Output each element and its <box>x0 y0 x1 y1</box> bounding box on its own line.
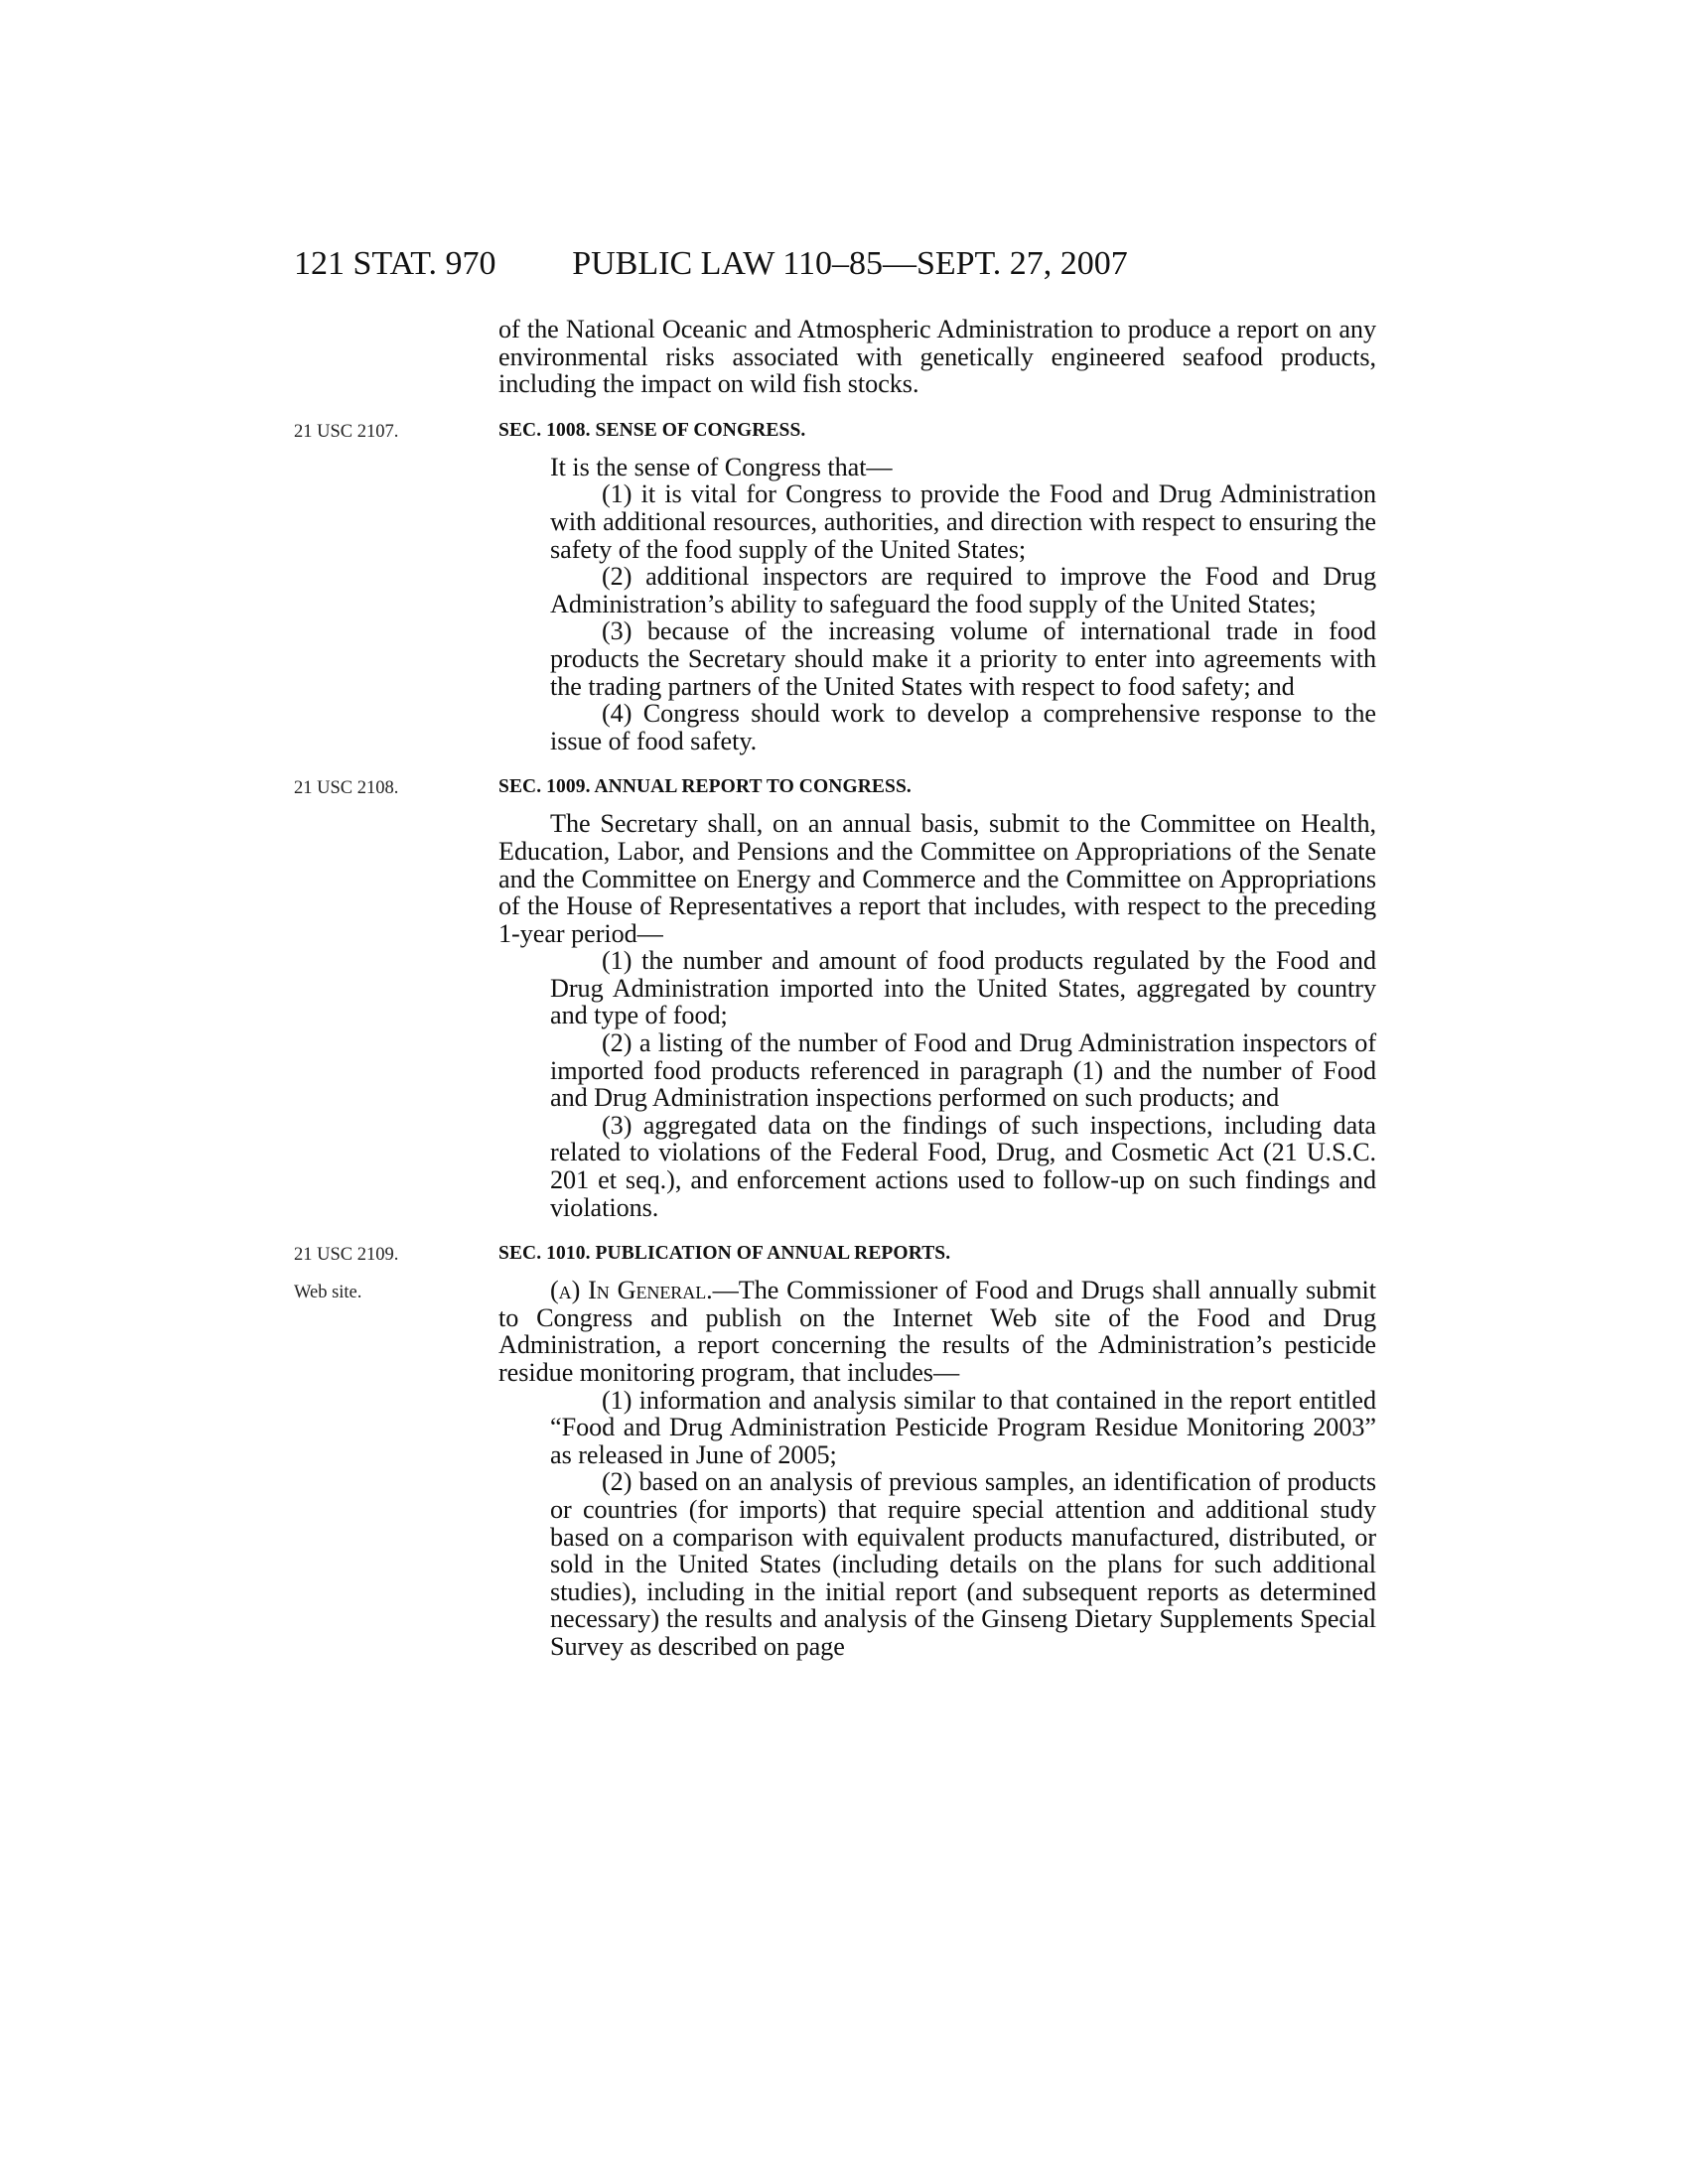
section-1010 <box>294 1241 1376 1660</box>
section-heading-1009: SEC. 1009. ANNUAL REPORT TO CONGRESS. <box>498 776 912 798</box>
subsection-label: (a) In General. <box>550 1276 713 1305</box>
margin-citation-1010: 21 USC 2109. <box>294 1245 399 1266</box>
margin-citation-1008: 21 USC 2107. <box>294 421 399 442</box>
law-title: PUBLIC LAW 110–85—SEPT. 27, 2007 <box>572 245 1128 282</box>
subsection-a <box>498 1277 1376 1386</box>
section-lead-1008: It is the sense of Congress that— <box>550 452 893 481</box>
paragraph-item: (3) aggregated data on the findings of such inspections, including data related to violations of the Federal Food, Drug, and Cosmetic Act (21 U.S.C. 201 et seq.), and enforcement actions used to follow-up on such findings and violations. <box>550 1110 1376 1222</box>
paragraph-item: (4) Congress should work to develop a comprehensive response to the issue of food safety. <box>550 699 1376 755</box>
page-body <box>294 316 1376 1661</box>
paragraph-item: (3) because of the increasing volume of international trade in food products the Secretary should make it a priority to enter into agreements with the trading partners of the United States with respect to food safety; and <box>550 616 1376 701</box>
intro-paragraph: of the National Oceanic and Atmospheric Administration to produce a report on any environmental risks associated with genetically engineered seafood products, including the impact on wild fish stocks. <box>498 315 1376 399</box>
section-1008 <box>294 418 1376 755</box>
intro-block <box>294 316 1376 398</box>
running-head <box>294 242 1406 286</box>
stat-page-number: 121 STAT. 970 <box>294 245 496 282</box>
paragraph-item: (1) information and analysis similar to that contained in the report entitled “Food and Drug Administration Pesticide Program Residue Monitoring 2003” as released in June of 2005; <box>550 1385 1376 1469</box>
paragraph-item: (1) the number and amount of food products regulated by the Food and Drug Administration imported into the United States, aggregated by country and type of food; <box>550 946 1376 1030</box>
subsection-text: —The Commissioner of Food and Drugs shall annually submit to Congress and publish on the Internet Web site of the Food and Drug Administration, a report concerning the results of the Administration’s pesticide residue monitoring program, that includes— <box>498 1276 1376 1387</box>
margin-citation-1009: 21 USC 2108. <box>294 778 399 799</box>
paragraph-item: (1) it is vital for Congress to provide the Food and Drug Administration with additional resources, authorities, and direction with respect to ensuring the safety of the food supply of the United States; <box>550 479 1376 564</box>
section-heading-1008: SEC. 1008. SENSE OF CONGRESS. <box>498 419 806 441</box>
section-heading-1010: SEC. 1010. PUBLICATION OF ANNUAL REPORTS. <box>498 1243 951 1265</box>
section-lead-1009: The Secretary shall, on an annual basis, submit to the Committee on Health, Education, Labor, and Pensions and the Committee on Appropriations of the Senate and the Committee on Energy and Commerce and the Committee on Appropriations of the House of Representatives a report that includes, with respect to the preceding 1-year period— <box>498 809 1376 948</box>
paragraph-item: (2) based on an analysis of previous samples, an identification of products or countries (for imports) that require special attention and additional study based on a comparison with equivalent products manufactured, distributed, or sold in the United States (including details on the plans for such additional studies), including in the initial report (and subsequent reports as determined necessary) the results and analysis of the Ginseng Dietary Supplements Special Survey as described on page <box>550 1467 1376 1661</box>
paragraph-item: (2) additional inspectors are required to improve the Food and Drug Administration’s ability to safeguard the food supply of the United States; <box>550 562 1376 618</box>
paragraph-item: (2) a listing of the number of Food and Drug Administration inspectors of imported food products referenced in paragraph (1) and the number of Food and Drug Administration inspections performed on such products; and <box>550 1028 1376 1113</box>
section-1009 <box>294 774 1376 1221</box>
margin-note-web-site: Web site. <box>294 1283 362 1303</box>
